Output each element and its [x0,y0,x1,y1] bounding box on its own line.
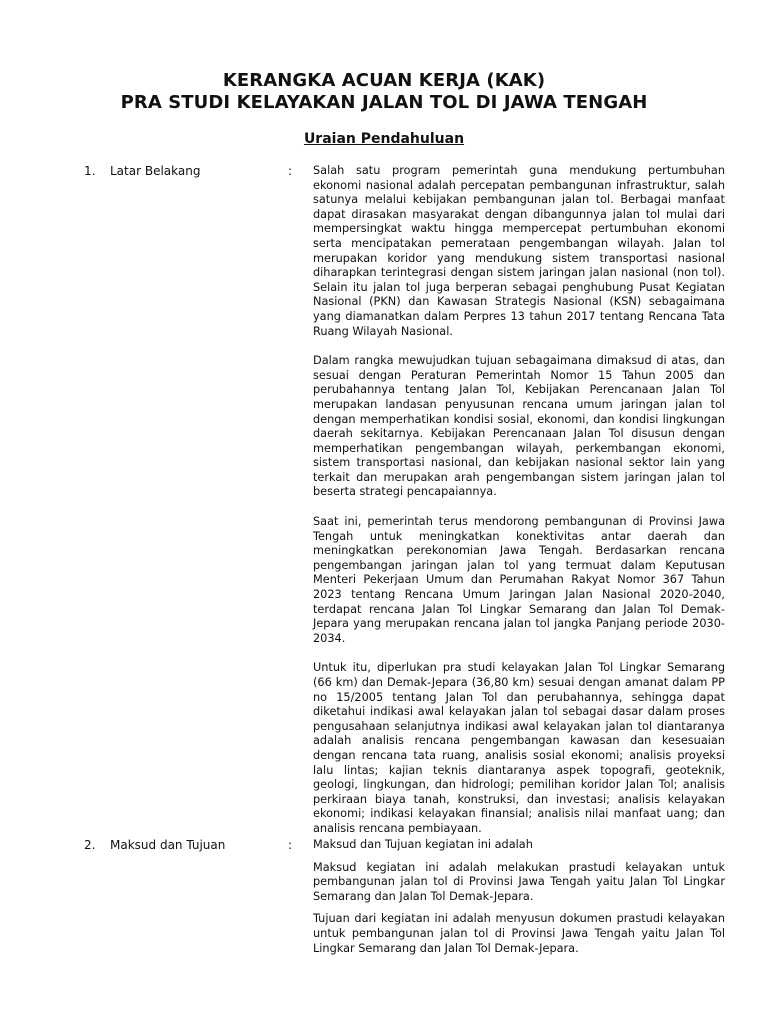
paragraph: Salah satu program pemerintah guna mendukung pertumbuhan ekonomi nasional adalah percepatan pembangunan infrastruktur, salah satunya melalui kebijakan pembangunan jalan tol. Berbagai manfaat dapat dirasakan masyarakat dengan dibangunnya jalan tol mulai dari mempersingkat waktu hingga mempercepat pertumbuhan ekonomi serta mencipatakan pemerataan pengembangan wilayah. Jalan tol merupakan koridor yang mendukung sistem transportasi nasional diharapkan terintegrasi dengan sistem jaringan jalan nasional (non tol). Selain itu jalan tol juga berperan sebagai penghubung Pusat Kegiatan Nasional (PKN) dan Kawasan Strategis Nasional (KSN) sebagaimana yang diamanatkan dalam Perpres 13 tahun 2017 tentang Rencana Tata Ruang Wilayah Nasional. [313,164,725,338]
document-title-line2: PRA STUDI KELAYAKAN JALAN TOL DI JAWA TENGAH [120,92,648,113]
paragraph: Dalam rangka mewujudkan tujuan sebagaimana dimaksud di atas, dan sesuai dengan Peraturan Pemerintah Nomor 15 Tahun 2005 dan perubahannya tentang Jalan Tol, Kebijakan Perencanaan Jalan Tol merupakan landasan penyusunan rencana umum jaringan jalan tol dengan memperhatikan kondisi sosial, ekonomi, dan kondisi lingkungan daerah sekitarnya. Kebijakan Perencanaan Jalan Tol disusun dengan memperhatikan pengembangan wilayah, perkembangan ekonomi, sistem transportasi nasional, dan kebijakan nasional sektor lain yang terkait dan merupakan arah pengembangan sistem jaringan jalan tol beserta strategi pencapaiannya. [313,354,725,499]
section-number: 2. [84,838,96,852]
section-heading: Uraian Pendahuluan [303,131,465,147]
section-label: Maksud dan Tujuan [110,838,226,852]
document-title-line1: KERANGKA ACUAN KERJA (KAK) [222,70,546,91]
section-colon: : [288,164,293,178]
section-intro: Maksud dan Tujuan kegiatan ini adalah [313,838,533,851]
section-body [313,164,725,852]
paragraph: Saat ini, pemerintah terus mendorong pembangunan di Provinsi Jawa Tengah untuk meningkatkan konektivitas antar daerah dan meningkatkan perekonomian Jawa Tengah. Berdasarkan rencana pengembangan jaringan jalan tol yang termuat dalam Keputusan Menteri Pekerjaan Umum dan Perumahan Rakyat Nomor 367 Tahun 2023 tentang Rencana Umum Jaringan Jalan Nasional 2020-2040, terdapat rencana Jalan Tol Lingkar Semarang dan Jalan Tol Demak-Jepara yang merupakan rencana jalan tol jangka Panjang periode 2030-2034. [313,515,725,645]
paragraph: Maksud kegiatan ini adalah melakukan prastudi kelayakan untuk pembangunan jalan tol di Provinsi Jawa Tengah yaitu Jalan Tol Lingkar Semarang dan Jalan Tol Demak-Jepara. [313,860,725,903]
section-label: Latar Belakang [110,164,201,178]
section-body [313,838,725,964]
paragraph: Tujuan dari kegiatan ini adalah menyusun dokumen prastudi kelayakan untuk pembangunan jalan tol di Provinsi Jawa Tengah yaitu Jalan Tol Lingkar Semarang dan Jalan Tol Demak-Jepara. [313,912,725,955]
section-number: 1. [84,164,96,178]
paragraph: Untuk itu, diperlukan pra studi kelayakan Jalan Tol Lingkar Semarang (66 km) dan Demak-Jepara (36,80 km) sesuai dengan amanat dalam PP no 15/2005 tentang Jalan Tol dan perubahannya, sehingga dapat diketahui indikasi awal kelayakan jalan tol sebagai dasar dalam proses pengusahaan selanjutnya indikasi awal kelayakan jalan tol diantaranya adalah analisis rencana pengembangan kawasan dan kesesuaian dengan rencana tata ruang, analisis sosial ekonomi; analisis proyeksi lalu lintas; kajian teknis diantaranya aspek topografi, geoteknik, geologi, lingkungan, dan hidrologi; pemilihan koridor Jalan Tol; analisis perkiraan biaya tanah, konstruksi, dan investasi; analisis kelayakan ekonomi; indikasi kelayakan finansial; analisis nilai manfaat uang; dan analisis rencana pembiayaan. [313,661,725,835]
section-colon: : [288,838,293,852]
